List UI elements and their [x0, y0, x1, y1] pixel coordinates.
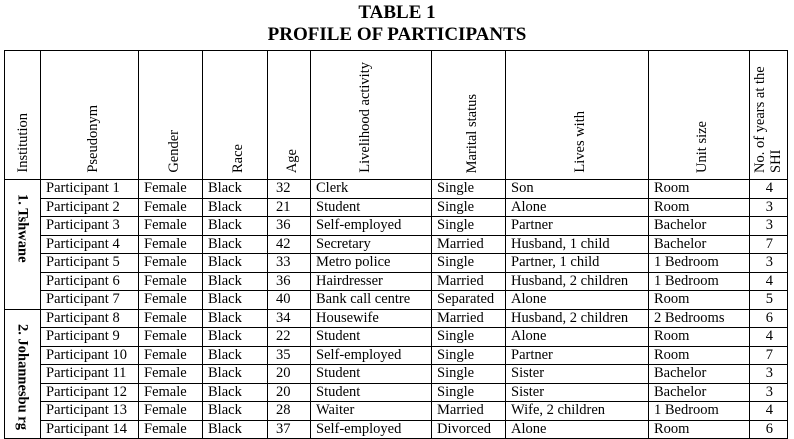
age-cell: 36 [268, 217, 311, 236]
age-cell: 42 [268, 235, 311, 254]
years-cell: 3 [750, 383, 788, 402]
livelihood-cell: Bank call centre [311, 291, 432, 310]
pseudonym-cell: Participant 1 [41, 180, 139, 199]
livelihood-cell: Student [311, 198, 432, 217]
lives-with-cell: Son [506, 180, 649, 199]
header-gender: Gender [139, 51, 203, 180]
table-row [5, 291, 788, 310]
race-cell: Black [203, 272, 268, 291]
marital-cell: Divorced [432, 420, 506, 439]
years-cell: 4 [750, 272, 788, 291]
age-cell: 20 [268, 383, 311, 402]
lives-with-cell: Alone [506, 328, 649, 347]
race-cell: Black [203, 328, 268, 347]
years-cell: 3 [750, 254, 788, 273]
livelihood-cell: Self-employed [311, 217, 432, 236]
lives-with-cell: Husband, 2 children [506, 272, 649, 291]
race-cell: Black [203, 402, 268, 421]
race-cell: Black [203, 309, 268, 328]
table-row [5, 365, 788, 384]
livelihood-cell: Clerk [311, 180, 432, 199]
table-row [5, 217, 788, 236]
pseudonym-cell: Participant 5 [41, 254, 139, 273]
marital-cell: Single [432, 198, 506, 217]
pseudonym-cell: Participant 7 [41, 291, 139, 310]
years-cell: 4 [750, 328, 788, 347]
lives-with-cell: Husband, 1 child [506, 235, 649, 254]
lives-with-cell: Partner [506, 346, 649, 365]
pseudonym-cell: Participant 14 [41, 420, 139, 439]
age-cell: 33 [268, 254, 311, 273]
years-cell: 6 [750, 420, 788, 439]
gender-cell: Female [139, 420, 203, 439]
pseudonym-cell: Participant 8 [41, 309, 139, 328]
unit-size-cell: Room [649, 420, 750, 439]
lives-with-cell: Alone [506, 198, 649, 217]
marital-cell: Single [432, 180, 506, 199]
livelihood-cell: Self-employed [311, 346, 432, 365]
table-row [5, 198, 788, 217]
table-row [5, 254, 788, 273]
gender-cell: Female [139, 328, 203, 347]
age-cell: 28 [268, 402, 311, 421]
race-cell: Black [203, 217, 268, 236]
header-pseudonym: Pseudonym [41, 51, 139, 180]
lives-with-cell: Husband, 2 children [506, 309, 649, 328]
lives-with-cell: Partner [506, 217, 649, 236]
gender-cell: Female [139, 365, 203, 384]
table-row [5, 346, 788, 365]
unit-size-cell: 1 Bedroom [649, 272, 750, 291]
age-cell: 22 [268, 328, 311, 347]
age-cell: 32 [268, 180, 311, 199]
participants-table [4, 50, 788, 439]
gender-cell: Female [139, 402, 203, 421]
unit-size-cell: Bachelor [649, 365, 750, 384]
table-row [5, 420, 788, 439]
pseudonym-cell: Participant 13 [41, 402, 139, 421]
livelihood-cell: Waiter [311, 402, 432, 421]
header-row [5, 51, 788, 180]
years-cell: 5 [750, 291, 788, 310]
marital-cell: Single [432, 217, 506, 236]
race-cell: Black [203, 383, 268, 402]
unit-size-cell: Room [649, 328, 750, 347]
gender-cell: Female [139, 309, 203, 328]
years-cell: 3 [750, 198, 788, 217]
marital-cell: Single [432, 346, 506, 365]
race-cell: Black [203, 420, 268, 439]
unit-size-cell: Room [649, 346, 750, 365]
lives-with-cell: Sister [506, 365, 649, 384]
livelihood-cell: Housewife [311, 309, 432, 328]
race-cell: Black [203, 198, 268, 217]
gender-cell: Female [139, 235, 203, 254]
pseudonym-cell: Participant 3 [41, 217, 139, 236]
header-age: Age [268, 51, 311, 180]
institution-cell: 2. Johannesbu rg [5, 309, 41, 439]
marital-cell: Married [432, 309, 506, 328]
years-cell: 7 [750, 346, 788, 365]
gender-cell: Female [139, 346, 203, 365]
header-livelihood: Livelihood activity [311, 51, 432, 180]
livelihood-cell: Student [311, 383, 432, 402]
gender-cell: Female [139, 198, 203, 217]
header-marital: Marital status [432, 51, 506, 180]
marital-cell: Single [432, 365, 506, 384]
gender-cell: Female [139, 180, 203, 199]
pseudonym-cell: Participant 2 [41, 198, 139, 217]
livelihood-cell: Metro police [311, 254, 432, 273]
gender-cell: Female [139, 272, 203, 291]
marital-cell: Single [432, 328, 506, 347]
pseudonym-cell: Participant 11 [41, 365, 139, 384]
gender-cell: Female [139, 291, 203, 310]
years-cell: 4 [750, 180, 788, 199]
marital-cell: Single [432, 254, 506, 273]
unit-size-cell: Room [649, 198, 750, 217]
marital-cell: Married [432, 235, 506, 254]
table-title: TABLE 1 [358, 2, 436, 23]
marital-cell: Separated [432, 291, 506, 310]
pseudonym-cell: Participant 10 [41, 346, 139, 365]
unit-size-cell: Room [649, 180, 750, 199]
age-cell: 21 [268, 198, 311, 217]
livelihood-cell: Student [311, 328, 432, 347]
marital-cell: Married [432, 272, 506, 291]
unit-size-cell: Bachelor [649, 217, 750, 236]
race-cell: Black [203, 291, 268, 310]
header-institution: Institution [5, 51, 41, 180]
years-cell: 6 [750, 309, 788, 328]
table-row [5, 402, 788, 421]
pseudonym-cell: Participant 12 [41, 383, 139, 402]
years-cell: 4 [750, 402, 788, 421]
age-cell: 35 [268, 346, 311, 365]
pseudonym-cell: Participant 9 [41, 328, 139, 347]
livelihood-cell: Self-employed [311, 420, 432, 439]
header-lives-with: Lives with [506, 51, 649, 180]
livelihood-cell: Hairdresser [311, 272, 432, 291]
unit-size-cell: Bachelor [649, 235, 750, 254]
table-row [5, 272, 788, 291]
years-cell: 3 [750, 365, 788, 384]
unit-size-cell: 2 Bedrooms [649, 309, 750, 328]
unit-size-cell: Room [649, 291, 750, 310]
table-row [5, 328, 788, 347]
institution-cell: 1. Tshwane [5, 180, 41, 310]
age-cell: 36 [268, 272, 311, 291]
lives-with-cell: Alone [506, 291, 649, 310]
age-cell: 37 [268, 420, 311, 439]
header-unit-size: Unit size [649, 51, 750, 180]
race-cell: Black [203, 346, 268, 365]
table-row [5, 383, 788, 402]
gender-cell: Female [139, 217, 203, 236]
table-row [5, 235, 788, 254]
race-cell: Black [203, 365, 268, 384]
livelihood-cell: Secretary [311, 235, 432, 254]
gender-cell: Female [139, 383, 203, 402]
age-cell: 34 [268, 309, 311, 328]
pseudonym-cell: Participant 4 [41, 235, 139, 254]
header-years: No. of years at the SHI [750, 51, 788, 180]
lives-with-cell: Partner, 1 child [506, 254, 649, 273]
unit-size-cell: 1 Bedroom [649, 402, 750, 421]
table-row [5, 180, 788, 199]
years-cell: 3 [750, 217, 788, 236]
unit-size-cell: 1 Bedroom [649, 254, 750, 273]
marital-cell: Single [432, 383, 506, 402]
age-cell: 40 [268, 291, 311, 310]
age-cell: 20 [268, 365, 311, 384]
marital-cell: Married [432, 402, 506, 421]
header-race: Race [203, 51, 268, 180]
race-cell: Black [203, 254, 268, 273]
race-cell: Black [203, 235, 268, 254]
pseudonym-cell: Participant 6 [41, 272, 139, 291]
table-subtitle: PROFILE OF PARTICIPANTS [267, 24, 527, 45]
years-cell: 7 [750, 235, 788, 254]
race-cell: Black [203, 180, 268, 199]
livelihood-cell: Student [311, 365, 432, 384]
table-row [5, 309, 788, 328]
gender-cell: Female [139, 254, 203, 273]
lives-with-cell: Sister [506, 383, 649, 402]
unit-size-cell: Bachelor [649, 383, 750, 402]
lives-with-cell: Alone [506, 420, 649, 439]
lives-with-cell: Wife, 2 children [506, 402, 649, 421]
